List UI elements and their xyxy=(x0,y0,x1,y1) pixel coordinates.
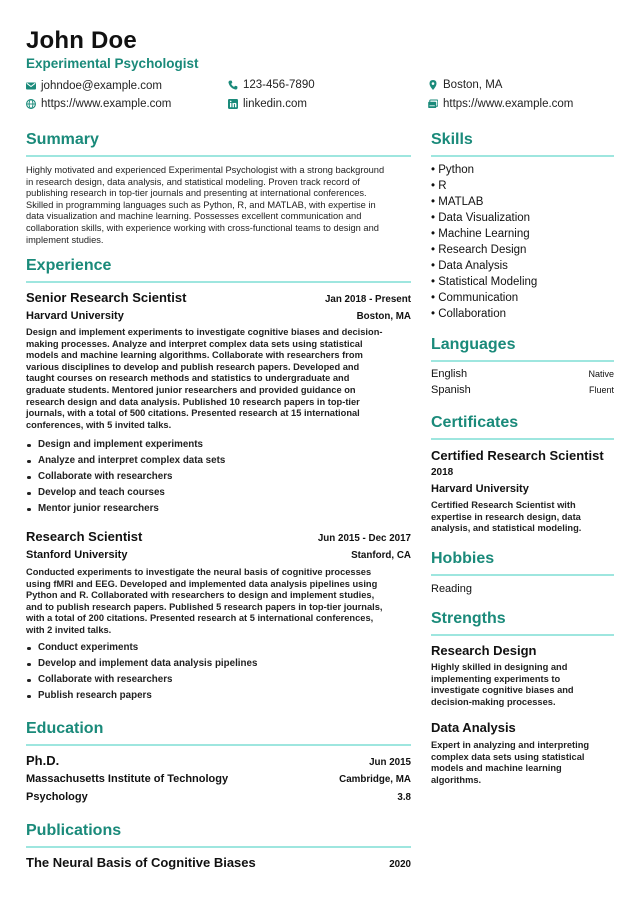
job-1-subheader xyxy=(26,310,411,322)
portfolio-text: https://www.example.com xyxy=(443,98,574,110)
resume-name: John Doe xyxy=(26,27,137,54)
skill-item: • Research Design xyxy=(431,244,527,256)
skill-item: • Collaboration xyxy=(431,308,506,320)
publications-heading: Publications xyxy=(26,822,122,839)
list-item: Analyze and interpret complex data sets xyxy=(26,453,225,469)
list-item: Develop and teach courses xyxy=(26,485,225,501)
certificates-heading: Certificates xyxy=(431,414,519,431)
job-2-description xyxy=(26,567,382,637)
list-item: Collaborate with researchers xyxy=(26,672,257,688)
summary-line: implement studies. xyxy=(26,234,104,245)
education-field: Psychology xyxy=(26,791,88,803)
language-level: Native xyxy=(588,369,614,379)
job-1-description xyxy=(26,327,382,431)
education-heading: Education xyxy=(26,720,104,737)
hobbies-heading: Hobbies xyxy=(431,550,495,567)
certificate-line: analysis, and statistical modeling. xyxy=(431,523,582,534)
summary-line: in research design, data analysis, and statistical modeling. Proven track record of xyxy=(26,176,360,187)
job-1-line: conferences, with 5 invited talks. xyxy=(26,419,172,430)
education-school-row xyxy=(26,773,411,785)
language-name: English xyxy=(431,368,468,380)
skills-rule xyxy=(431,155,614,157)
list-item: Collaborate with researchers xyxy=(26,469,225,485)
strength-line: decision-making processes. xyxy=(431,696,556,707)
contact-phone[interactable] xyxy=(228,79,315,91)
skills-list xyxy=(431,162,537,322)
strength-description xyxy=(431,740,589,786)
skill-item: • Data Visualization xyxy=(431,212,531,224)
list-item: Publish research papers xyxy=(26,688,257,704)
strengths-heading: Strengths xyxy=(431,610,506,627)
education-rule xyxy=(26,744,411,746)
job-2-location: Stanford, CA xyxy=(351,550,411,561)
map-pin-icon xyxy=(428,80,438,90)
job-1-header xyxy=(26,290,411,305)
experience-rule xyxy=(26,281,411,283)
job-2-bullets xyxy=(26,640,257,704)
publication-year: 2020 xyxy=(389,859,411,870)
education-gpa: 3.8 xyxy=(397,792,411,803)
contact-website[interactable] xyxy=(26,98,171,110)
education-date: Jun 2015 xyxy=(369,757,411,768)
list-item: Conduct experiments xyxy=(26,640,257,656)
publication-row xyxy=(26,855,411,870)
job-2-line: with a total of 200 citations. Presented research at 5 international conferences, xyxy=(26,613,374,624)
job-1-location: Boston, MA xyxy=(356,311,411,322)
strengths-rule xyxy=(431,634,614,636)
job-2-header xyxy=(26,529,411,544)
strength-line: Expert in analyzing and interpreting xyxy=(431,740,590,750)
education-school: Massachusetts Institute of Technology xyxy=(26,773,229,785)
job-1-line: journals, with a total of 500 citations. Presented research at 15 international xyxy=(26,408,360,419)
job-2-subheader xyxy=(26,549,411,561)
portfolio-icon xyxy=(428,99,438,109)
summary-line: Highly motivated and experienced Experimental Psychologist with a strong background xyxy=(26,165,385,175)
phone-icon xyxy=(228,80,238,90)
linkedin-text: linkedin.com xyxy=(243,98,307,110)
skill-item: • MATLAB xyxy=(431,196,484,208)
skill-item: • Communication xyxy=(431,292,519,304)
job-1-line: research design and data analysis. Published 10 research papers in top-tier xyxy=(26,396,360,407)
job-2-line: Python and R. Collaborated with researchers to design and implement studies, xyxy=(26,590,375,601)
globe-icon xyxy=(26,99,36,109)
languages-heading: Languages xyxy=(431,336,516,353)
summary-line: data visualization and machine learning. Possesses excellent communication and xyxy=(26,211,362,222)
publications-rule xyxy=(26,846,411,848)
certificate-name: Certified Research Scientist xyxy=(431,448,604,463)
job-1-line: making processes. Analyze and interpret complex data sets using statistical xyxy=(26,338,363,349)
job-2-title: Research Scientist xyxy=(26,529,143,544)
hobby-item: Reading xyxy=(431,583,472,595)
phone-text: 123-456-7890 xyxy=(243,79,315,91)
job-1-line: models and machine learning algorithms. Collaborate with researchers from xyxy=(26,350,363,361)
summary-rule xyxy=(26,155,411,157)
summary-line: publishing research in top-tier journals and presenting at international conferences. xyxy=(26,188,367,199)
skills-heading: Skills xyxy=(431,131,473,148)
contact-location xyxy=(428,79,502,91)
strength-name: Data Analysis xyxy=(431,720,516,735)
job-1-line: various disciplines to develop and publish research papers. Developed and xyxy=(26,361,360,372)
job-1-date: Jan 2018 - Present xyxy=(324,294,411,305)
list-item: Develop and implement data analysis pipelines xyxy=(26,656,257,672)
experience-heading: Experience xyxy=(26,257,112,274)
job-1-line: taught courses on research methods and statistics to undergraduate and xyxy=(26,373,350,384)
job-1-bullets xyxy=(26,437,225,517)
job-1-line: graduate students. Mentored junior researchers and provided guidance on xyxy=(26,384,356,395)
list-item: Mentor junior researchers xyxy=(26,501,225,517)
website-text: https://www.example.com xyxy=(41,98,172,110)
certificate-description xyxy=(431,500,581,535)
contact-portfolio[interactable] xyxy=(428,98,573,110)
strength-line: models and machine learning xyxy=(431,763,562,774)
job-1-line: Design and implement experiments to investigate cognitive biases and decision- xyxy=(26,327,383,337)
strength-line: complex data sets using statistical xyxy=(431,751,585,762)
job-2-line: using fMRI and EEG. Developed and implemented data analysis pipelines using xyxy=(26,578,378,589)
summary-heading: Summary xyxy=(26,131,99,148)
job-2-org: Stanford University xyxy=(26,549,128,561)
strength-line: Highly skilled in designing and xyxy=(431,662,568,672)
summary-line: Skilled in programming languages such as Python, R, and MATLAB, with expertise in xyxy=(26,199,376,210)
summary-text xyxy=(26,165,384,246)
education-field-row xyxy=(26,791,411,803)
certificate-line: expertise in research design, data xyxy=(431,511,581,522)
language-row xyxy=(431,368,614,380)
strength-line: algorithms. xyxy=(431,774,482,785)
language-row xyxy=(431,384,614,396)
summary-line: collaboration skills, with experience working with cross-functional teams to design and xyxy=(26,222,379,233)
publication-title: The Neural Basis of Cognitive Biases xyxy=(26,855,256,870)
skill-item: • Python xyxy=(431,164,475,176)
language-level: Fluent xyxy=(588,385,614,395)
education-degree-row xyxy=(26,753,411,768)
languages-rule xyxy=(431,360,614,362)
linkedin-icon xyxy=(228,99,238,109)
resume-role: Experimental Psychologist xyxy=(26,56,199,71)
strength-line: investigate cognitive biases and xyxy=(431,685,574,696)
job-2-line: Conducted experiments to investigate the neural basis of cognitive processes xyxy=(26,567,372,577)
strength-line: implementing experiments to xyxy=(431,673,561,684)
certificate-year: 2018 xyxy=(431,467,454,478)
skill-item: • R xyxy=(431,180,447,192)
job-1-title: Senior Research Scientist xyxy=(26,290,187,305)
skill-item: • Data Analysis xyxy=(431,260,508,272)
strength-description xyxy=(431,662,574,708)
job-2-line: with 2 invited talks. xyxy=(26,624,112,635)
strength-name: Research Design xyxy=(431,643,537,658)
job-2-date: Jun 2015 - Dec 2017 xyxy=(317,533,411,544)
contact-linkedin[interactable] xyxy=(228,98,307,110)
envelope-icon xyxy=(26,81,36,91)
certificate-line: Certified Research Scientist with xyxy=(431,500,576,510)
certificates-rule xyxy=(431,438,614,440)
job-1-org: Harvard University xyxy=(26,310,124,322)
skill-item: • Statistical Modeling xyxy=(431,276,538,288)
email-text: johndoe@example.com xyxy=(41,80,162,92)
skill-item: • Machine Learning xyxy=(431,228,530,240)
job-2-line: and to publish research papers. Published 5 research papers in top-tier journals, xyxy=(26,601,383,612)
hobbies-rule xyxy=(431,574,614,576)
certificate-issuer: Harvard University xyxy=(431,483,529,495)
language-name: Spanish xyxy=(431,384,471,396)
education-degree: Ph.D. xyxy=(26,753,60,768)
list-item: Design and implement experiments xyxy=(26,437,225,453)
education-location: Cambridge, MA xyxy=(339,774,411,785)
location-text: Boston, MA xyxy=(443,79,503,91)
contact-email[interactable] xyxy=(26,80,162,92)
